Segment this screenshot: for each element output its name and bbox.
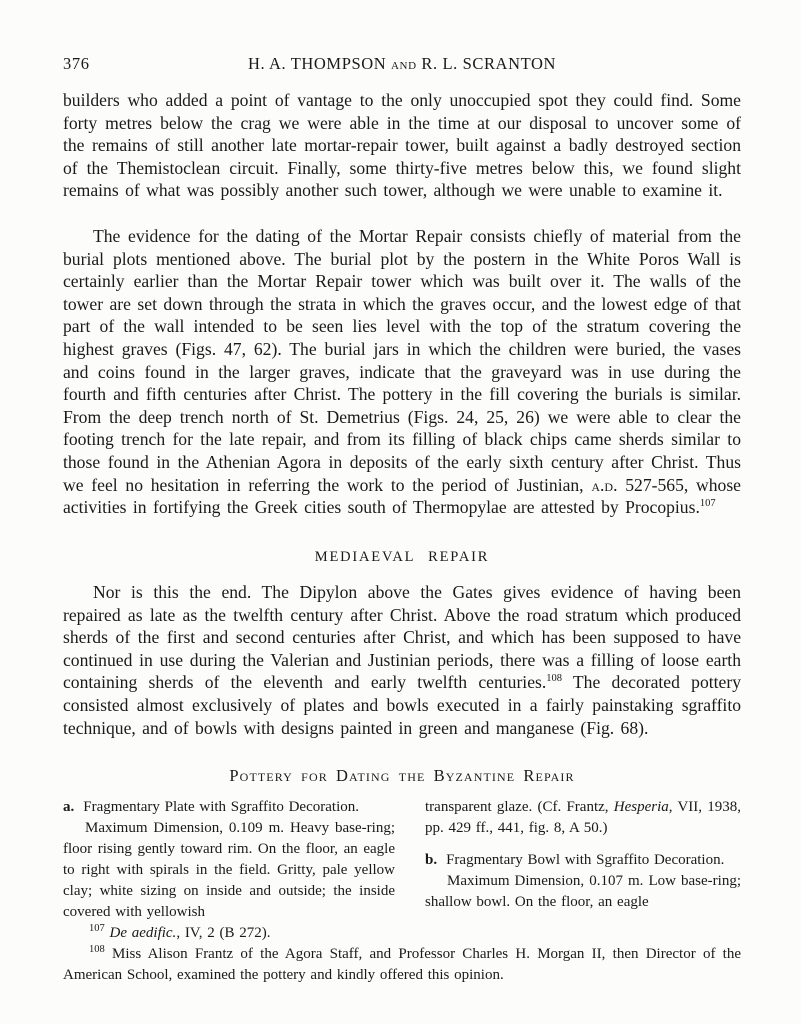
author-right: R. L. SCRANTON (421, 54, 557, 73)
item-a-label: a. (63, 799, 75, 815)
running-head (63, 54, 741, 74)
continuation-paragraph: builders who added a point of vantage to the only unoccupied spot they could find. Some forty metres below the crag we were able in the time at our disposal to uncover some of the remains of still another late mortar-repair tower, built against a badly destroyed section of the Themistoclean circuit. Finally, some thirty-five metres below this, we found slight remains of what was possibly another such tower, although we were unable to examine it. (63, 90, 741, 201)
item-a-continuation (425, 797, 741, 839)
catalog-item-a-heading (63, 797, 395, 818)
dating-text-after-ad: 527-565, whose activities in fortifying the Greek cities south of Thermopylae are attested by Procopius. (63, 474, 741, 518)
mediaeval-paragraph (63, 581, 741, 739)
page-number: 376 (63, 54, 90, 73)
item-a-body: Maximum Dimension, 0.109 m. Heavy base-ring; floor rising gently toward rim. On the floor, an eagle to right with spirals in the field. Gritty, pale yellow clay; white sizing on inside and outside; the inside covered with yellowish (63, 820, 395, 920)
ad-smallcaps: a.d. (591, 474, 618, 495)
dating-text-before-ad: The evidence for the dating of the Mortar Repair consists chiefly of material from the burial plots mentioned above. The burial plot by the postern in the White Poros Wall is certainly earlier than the Mortar Repair tower which was built over it. The walls of the tower are set down through the strata in which the graves occur, and the lowest edge of that part of the wall intended to be seen lies level with the top of the stratum covering the highest graves (Figs. 47, 62). The burial jars in which the children were buried, the vases and coins found in the larger graves, indicate that the graveyard was in use during the fourth and fifth centuries after Christ. The pottery in the fill covering the burials is similar. From the deep trench north of St. Demetrius (Figs. 24, 25, 26) we were able to clear the footing trench for the late repair, and from its filling of black chips came sherds similar to those found in the Athenian Agora in deposits of the early sixth century after Christ. Thus we feel no hesitation in referring the work to the period of Justinian, (63, 226, 741, 495)
catalog-column-right (425, 797, 741, 923)
footnotes-block (63, 923, 741, 986)
catalog-item-b-heading (425, 850, 741, 871)
footnote-ref-107: 107 (699, 498, 716, 510)
author-left: H. A. THOMPSON (247, 54, 387, 73)
footnote-108-text: Miss Alison Frantz of the Agora Staff, and Professor Charles H. Morgan II, then Director of the American School, examined the pottery and kindly offered this opinion. (63, 946, 742, 983)
footnote-108 (63, 944, 741, 986)
footnote-107-italic: De aedific. (109, 925, 177, 941)
mediaeval-repair-heading: MEDIAEVAL REPAIR (314, 549, 490, 565)
hesperia-italic: Hesperia (613, 799, 669, 815)
item-a-continuation-before: transparent glaze. (Cf. Frantz, (425, 799, 614, 815)
mediaeval-text-before-ref: Nor is this the end. The Dipylon above the Gates gives evidence of having been repaired as late as the twelfth century after Christ. Above the road stratum which produced sherds of the first and second centuries after Christ, and which has been supposed to have continued in use during the Valerian and Justinian periods, there was a filling of loose earth containing sherds of the eleventh and early twelfth centuries. (63, 582, 741, 693)
footnote-108-marker: 108 (89, 944, 105, 955)
mediaeval-text-after-ref: The decorated pottery consisted almost exclusively of plates and bowls executed in a fairly painstaking sgraffito technique, and of bowls with designs painted in green and manganese (Fig. 68). (63, 672, 741, 738)
item-b-label: b. (425, 852, 438, 868)
item-a-continuation-after: , VII, 1938, pp. 429 ff., 441, fig. 8, A 50.) (425, 799, 741, 836)
footnote-107 (63, 923, 741, 944)
pottery-heading: Pottery for Dating the Byzantine Repair (229, 766, 575, 785)
dating-paragraph (63, 225, 741, 519)
catalog-column-left (63, 797, 395, 923)
footnote-107-marker: 107 (89, 923, 105, 934)
item-b-title: Fragmentary Bowl with Sgraffito Decoration. (446, 852, 725, 868)
item-b-body: Maximum Dimension, 0.107 m. Low base-ring; shallow bowl. On the floor, an eagle (425, 873, 741, 910)
footnote-ref-108: 108 (546, 673, 562, 685)
catalog-columns (63, 797, 741, 923)
item-a-title: Fragmentary Plate with Sgraffito Decoration. (83, 799, 359, 815)
page-header (63, 54, 741, 74)
footnote-107-rest: , IV, 2 (B 272). (176, 925, 271, 941)
and-conjunction: and (391, 57, 417, 73)
